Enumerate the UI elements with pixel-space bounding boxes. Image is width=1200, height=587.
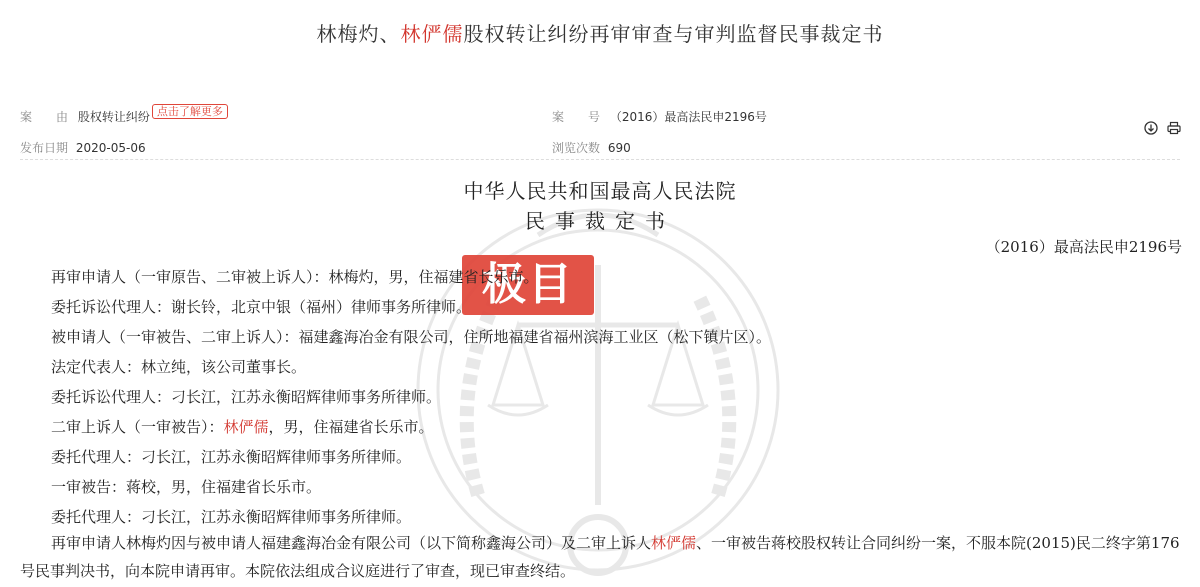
case-number-field (552, 108, 767, 125)
title-highlight-name: 林俨儒 (400, 22, 464, 46)
case-number-value: （2016）最高法民申2196号 (609, 110, 767, 124)
header-divider (20, 159, 1180, 160)
court-name: 中华人民共和国最高人民法院 (463, 179, 737, 203)
party-line: 再审申请人（一审原告、二审被上诉人）：林梅灼，男，住福建省长乐市。 (51, 268, 539, 286)
view-count-field (552, 139, 631, 156)
document-case-number: （2016）最高法民申2196号 (985, 238, 1182, 256)
party-name-link[interactable]: 林俨儒 (223, 418, 269, 436)
party-line: 委托诉讼代理人：谢长铃，北京中银（福州）律师事务所律师。 (51, 298, 472, 316)
title-part-2: 股权转让纠纷再审审查与审判监督民事裁定书 (463, 22, 884, 46)
case-number-label: 案 号 (552, 110, 601, 124)
party-info: ，男，住福建省长乐市。 (268, 418, 434, 436)
download-icon[interactable] (1142, 121, 1160, 139)
view-count-value: 690 (607, 141, 631, 155)
body-paragraph (20, 529, 1180, 585)
paragraph-text-rest: 、一审被告蒋校股权转让合同纠纷一案，不服本院(2015)民二终字第176号民事判决书，向本院申请再审。本院依法组成合议庭进行了审查，现已审查终结。 (20, 534, 1180, 580)
cause-label: 案 由 (20, 110, 69, 124)
party-line: 委托代理人：刁长江，江苏永衡昭辉律师事务所律师。 (51, 448, 412, 466)
cause-value[interactable]: 股权转让纠纷 (77, 110, 150, 124)
party-line (51, 412, 1181, 442)
party-line: 委托代理人：刁长江，江苏永衡昭辉律师事务所律师。 (51, 508, 412, 526)
toolbar (1142, 121, 1183, 139)
view-count-label: 浏览次数 (552, 141, 601, 155)
party-line: 一审被告：蒋校，男，住福建省长乐市。 (51, 478, 322, 496)
party-line: 委托诉讼代理人：刁长江，江苏永衡昭辉律师事务所律师。 (51, 388, 442, 406)
publish-date-value: 2020-05-06 (75, 141, 146, 155)
paragraph-text: 再审申请人林梅灼因与被申请人福建鑫海冶金有限公司（以下简称鑫海公司）及二审上诉人 (51, 534, 652, 552)
title-part-1: 林梅灼、 (316, 22, 401, 46)
publish-date-label: 发布日期 (20, 141, 69, 155)
document-type: 民事裁定书 (525, 209, 675, 233)
page-title (0, 18, 1200, 47)
paragraph-name-link[interactable]: 林俨儒 (651, 534, 697, 552)
watermark-stamp: 极目 (462, 255, 594, 315)
party-role: 二审上诉人（一审被告）： (51, 418, 224, 436)
learn-more-button[interactable]: 点击了解更多 (152, 104, 228, 119)
print-icon[interactable] (1165, 121, 1183, 139)
publish-date-field (20, 139, 146, 156)
party-list (51, 262, 1181, 532)
party-line: 被申请人（一审被告、二审上诉人）：福建鑫海冶金有限公司，住所地福建省福州滨海工业区（松下镇片区）。 (51, 328, 772, 346)
cause-field (20, 105, 228, 125)
party-line: 法定代表人：林立纯，该公司董事长。 (51, 358, 307, 376)
